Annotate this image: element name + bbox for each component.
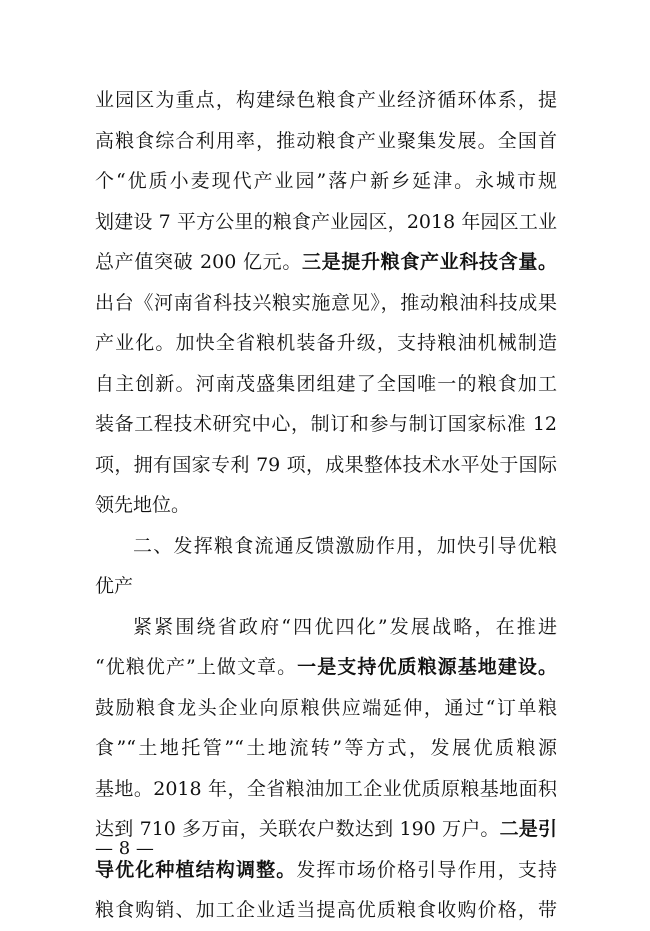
text-line: 装备工程技术研究中心，制订和参与制订国家标准 12 (95, 413, 557, 435)
bold-lead-phrase: 三是提升粮食产业科技含量。 (302, 251, 557, 273)
text-line (95, 242, 557, 283)
text-line: 粮食购销、加工企业适当提高优质粮食收购价格，带 (95, 899, 557, 921)
bold-lead-phrase: 二是引 (499, 818, 557, 840)
text-line: 鼓励粮食龙头企业向原粮供应端延伸，通过“订单粮 (95, 696, 557, 719)
text-line: 出台《河南省科技兴粮实施意见》，推动粮油科技成果 (95, 291, 557, 314)
text-line: 领先地位。 (95, 494, 191, 516)
text-line: 食”“土地托管”“土地流转”等方式，发展优质粮源 (95, 737, 557, 759)
section-heading (95, 526, 557, 607)
text-line: 项，拥有国家专利 79 项，成果整体技术水平处于国际 (95, 453, 557, 476)
heading-line: 优产 (95, 575, 134, 597)
paragraph (95, 80, 557, 526)
paragraph (95, 607, 557, 931)
bold-lead-phrase: 一是支持优质粮源基地建设。 (297, 656, 557, 678)
text-run: 总产值突破 200 亿元。 (95, 251, 302, 273)
text-run: 发挥市场价格引导作用，支持 (296, 858, 557, 881)
bold-lead-phrase: 导优化种植结构调整。 (95, 858, 297, 881)
page-number: — 8 — (95, 838, 154, 859)
body-text (95, 80, 557, 931)
text-line: 个“优质小麦现代产业园”落户新乡延津。永城市规 (95, 170, 557, 192)
text-line: 自主创新。河南茂盛集团组建了全国唯一的粮食加工 (95, 372, 557, 395)
text-run: 达到 710 多万亩，关联农户数达到 190 万户。 (95, 818, 500, 840)
text-line: 业园区为重点，构建绿色粮食产业经济循环体系，提 (95, 89, 557, 111)
text-line: 产业化。加快全省粮机装备升级，支持粮油机械制造 (95, 332, 557, 354)
text-run: “优粮优产”上做文章。 (95, 656, 298, 678)
text-line: 基地。2018 年，全省粮油加工企业优质原粮基地面积 (95, 777, 557, 800)
text-line (95, 809, 557, 850)
text-line (95, 850, 557, 891)
text-line (95, 647, 557, 688)
text-line: 紧紧围绕省政府“四优四化”发展战略，在推进 (133, 615, 557, 638)
heading-line: 二、发挥粮食流通反馈激励作用，加快引导优粮 (133, 534, 557, 557)
text-line: 划建设 7 平方公里的粮食产业园区，2018 年园区工业 (95, 210, 557, 233)
text-line: 高粮食综合利用率，推动粮食产业聚集发展。全国首 (95, 129, 557, 152)
